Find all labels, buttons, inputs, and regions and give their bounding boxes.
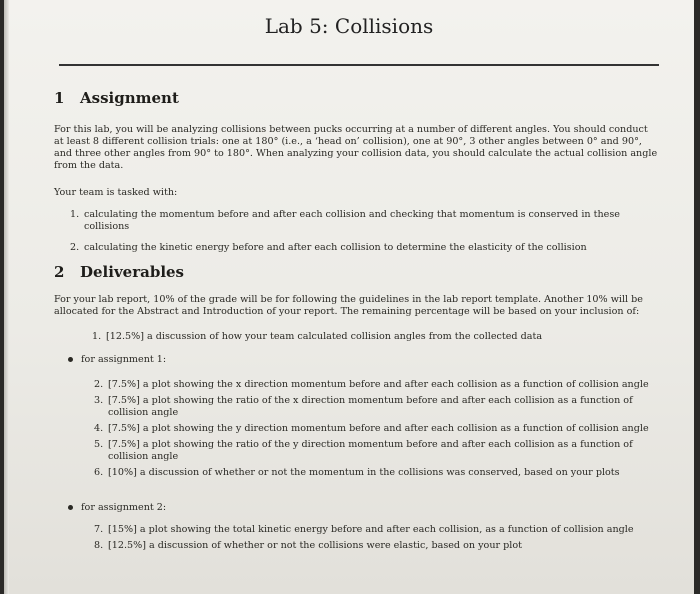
deliverable-item — [94, 395, 660, 419]
task-number: 1. — [70, 209, 80, 220]
document-title: Lab 5: Collisions — [264, 14, 434, 38]
deliverable-number: 5. — [94, 439, 104, 450]
deliverable-text: [10%] a discussion of whether or not the momentum in the collisions was conserved, based on your plots — [108, 467, 620, 478]
deliverable-text: [7.5%] a plot showing the ratio of the y direction momentum before and after each collision as a function of collision angle — [108, 439, 633, 462]
task-text: calculating the momentum before and after each collision and checking that momentum is conserved in these collisions — [84, 209, 620, 232]
team-intro: Your team is tasked with: — [54, 187, 178, 198]
deliverable-item — [94, 439, 660, 463]
section-2-number: 2 — [54, 263, 65, 281]
deliverable-text: [12.5%] a discussion of how your team calculated collision angles from the collected data — [106, 331, 543, 342]
section-1-paragraph: For this lab, you will be analyzing collisions between pucks occurring at a number of different angles. You should conduct at least 8 different collision trials: one at 180° (i.e., a ‘head on’ collision), one at 90°, 3 other angles between 0° and 90°, and three other angles from 90° to 180°. When analyzing your collision data, you should calculate the actual collision angle from the data. — [54, 124, 658, 171]
bullet-dot-icon — [68, 505, 73, 510]
bullet-dot-icon — [68, 357, 73, 362]
deliverable-list-top — [92, 331, 646, 352]
task-item — [70, 209, 660, 233]
deliverable-item — [94, 540, 660, 552]
task-list — [70, 209, 660, 263]
document-page — [4, 0, 694, 594]
deliverable-text: [15%] a plot showing the total kinetic energy before and after each collision, as a function of collision angle — [108, 524, 634, 535]
assignment-2-list — [94, 524, 660, 556]
section-1-number: 1 — [54, 89, 65, 107]
deliverable-text: [7.5%] a plot showing the ratio of the x direction momentum before and after each collision as a function of collision angle — [108, 395, 633, 418]
deliverable-number: 1. — [92, 331, 102, 342]
deliverable-item — [94, 423, 660, 435]
task-text: calculating the kinetic energy before and after each collision to determine the elasticity of the collision — [84, 242, 587, 253]
section-2-paragraph: For your lab report, 10% of the grade will be for following the guidelines in the lab report template. Another 10% will be allocated for the Abstract and Introduction of your report. The remaining percentage will be based on your inclusion of: — [54, 294, 643, 317]
deliverable-item — [94, 524, 660, 536]
deliverable-number: 4. — [94, 423, 104, 434]
deliverable-number: 2. — [94, 379, 104, 390]
deliverable-number: 6. — [94, 467, 104, 478]
bullet-assignment-1 — [68, 354, 166, 365]
deliverable-text: [12.5%] a discussion of whether or not the collisions were elastic, based on your plot — [108, 540, 522, 551]
assignment-1-list — [94, 379, 660, 483]
section-1-title: Assignment — [80, 89, 179, 107]
title-rule — [59, 64, 659, 66]
deliverable-item — [94, 379, 660, 391]
deliverable-number: 7. — [94, 524, 104, 535]
bullet-label: for assignment 2: — [81, 502, 167, 513]
deliverable-number: 3. — [94, 395, 104, 406]
deliverable-number: 8. — [94, 540, 104, 551]
bullet-assignment-2 — [68, 502, 166, 513]
page-edge-shadow — [4, 0, 9, 594]
section-2-heading — [54, 263, 184, 281]
deliverable-text: [7.5%] a plot showing the y direction momentum before and after each collision as a function of collision angle — [108, 423, 649, 434]
bullet-label: for assignment 1: — [81, 354, 167, 365]
task-item — [70, 242, 660, 254]
deliverable-item — [94, 467, 660, 479]
section-1-heading — [54, 89, 179, 107]
section-2-title: Deliverables — [80, 263, 185, 281]
deliverable-item — [92, 331, 646, 343]
task-number: 2. — [70, 242, 80, 253]
deliverable-text: [7.5%] a plot showing the x direction momentum before and after each collision as a function of collision angle — [108, 379, 649, 390]
